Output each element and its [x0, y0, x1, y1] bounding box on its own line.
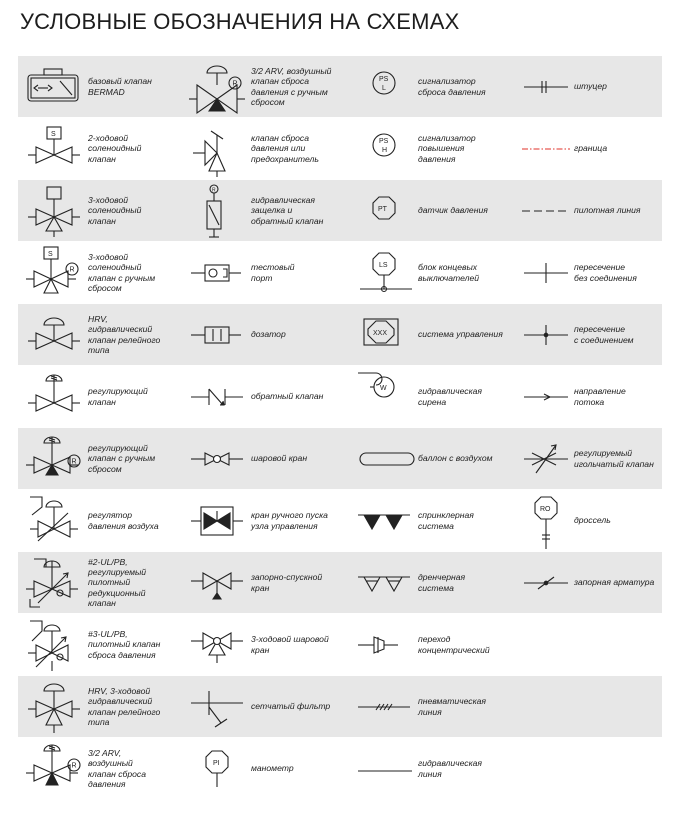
hydraulic-line-icon [354, 741, 414, 797]
legend-item [348, 366, 516, 428]
legend-item-label: манометр [251, 763, 294, 774]
crossing-with-connection-icon [520, 307, 572, 363]
check-valve-icon [187, 369, 247, 425]
legend-item [348, 180, 516, 242]
legend-item [18, 738, 181, 800]
legend-item [181, 180, 348, 242]
legend-item-label: граница [574, 143, 608, 154]
legend-item [348, 304, 516, 366]
legend-item [181, 738, 348, 800]
legend-item-label: пересечение с соединением [574, 324, 634, 345]
manual-reset-tag: R [71, 762, 77, 770]
3-way-ball-valve-icon [187, 617, 247, 673]
legend-item [348, 56, 516, 118]
pressure-relief-pilot-icon [24, 617, 84, 673]
regulating-valve-manual-reset-icon [24, 431, 84, 487]
pilot-line-icon [520, 183, 572, 239]
boundary-line-icon [520, 121, 572, 177]
legend-item-label: сигнализатор сброса давления [418, 76, 486, 97]
orifice-icon [520, 493, 572, 549]
legend-item [18, 552, 181, 614]
legend-item [18, 118, 181, 180]
switch-tag-level: H [382, 147, 388, 154]
transmitter-tag: PT [378, 206, 387, 213]
legend-item-label: регулируемый игольчатый клапан [574, 448, 654, 469]
legend-item-label: шаровой кран [251, 453, 308, 464]
control-system-icon [354, 307, 414, 363]
legend-item [18, 56, 181, 118]
adjustable-needle-valve-icon [520, 431, 572, 487]
legend-item-label: пилотная линия [574, 205, 641, 216]
legend-item-label: 3/2 ARV, воздушный клапан сброса давления [88, 748, 146, 789]
pressure-transmitter-icon [354, 183, 414, 239]
legend-item-label: дроссель [574, 515, 611, 526]
2-way-solenoid-valve-icon [24, 121, 84, 177]
hydraulic-latch-check-valve-icon [187, 183, 247, 239]
legend-item-label: спринклерная система [418, 510, 474, 531]
solenoid-tag: S [51, 131, 56, 138]
legend-item-label: HRV, 3-ходовой гидравлический клапан релейного типа [88, 686, 161, 727]
manual-reset-tag: R [232, 80, 238, 88]
legend-item [348, 118, 516, 180]
legend-item [181, 490, 348, 552]
hrv-3-way-relay-valve-icon [24, 679, 84, 735]
legend-item [516, 56, 662, 118]
legend-item [181, 242, 348, 304]
legend-item [181, 552, 348, 614]
hrv-relay-valve-icon [24, 307, 84, 363]
legend-item-label: 3-ходовой шаровой кран [251, 634, 329, 655]
crossing-no-connection-icon [520, 245, 572, 301]
legend-item [516, 552, 662, 614]
legend-item [181, 676, 348, 738]
air-cylinder-icon [354, 431, 414, 487]
concentric-reducer-icon [354, 617, 414, 673]
legend-item [516, 738, 662, 800]
air-release-valve-manual-reset-icon [24, 741, 84, 797]
legend-item [18, 366, 181, 428]
legend-item-label: гидравлическая защелка и обратный клапан [251, 195, 324, 226]
legend-item-label: баллон с воздухом [418, 453, 493, 464]
flow-direction-icon [520, 369, 572, 425]
bermad-base-valve-icon [24, 59, 84, 115]
legend-item-label: HRV, гидравлический клапан релейного типа [88, 314, 161, 355]
switch-tag: PS [379, 138, 389, 145]
gauge-tag: PI [213, 760, 220, 767]
legend-item-label: датчик давления [418, 205, 488, 216]
hydraulic-siren-icon [354, 369, 414, 425]
shutoff-drain-valve-icon [187, 555, 247, 611]
legend-item-label: запорная арматура [574, 577, 655, 588]
air-release-valve-3-2-icon [187, 59, 247, 115]
legend-item [516, 118, 662, 180]
legend-item [18, 614, 181, 676]
page-title: УСЛОВНЫЕ ОБОЗНАЧЕНИЯ НА СХЕМАХ [20, 9, 460, 34]
legend-item [18, 304, 181, 366]
relief-safety-valve-icon [187, 121, 247, 177]
low-pressure-switch-icon [354, 59, 414, 115]
limit-switch-tag: LS [379, 262, 388, 269]
legend-item [348, 676, 516, 738]
legend-item-label: #3-UL/PB, пилотный клапан сброса давления [88, 629, 161, 660]
legend-item-label: сигнализатор повышения давления [418, 133, 476, 164]
legend-item [181, 366, 348, 428]
regulating-valve-icon [24, 369, 84, 425]
legend-item-label: регулирующий клапан [88, 386, 148, 407]
legend-item [516, 242, 662, 304]
strainer-filter-icon [187, 679, 247, 735]
legend-item [516, 428, 662, 490]
legend-item [348, 552, 516, 614]
legend-item-label: дозатор [251, 329, 286, 340]
legend-item [348, 242, 516, 304]
legend-item-label: 2-ходовой соленоидный клапан [88, 133, 142, 164]
legend-item-label: обратный клапан [251, 391, 324, 402]
legend-item [516, 366, 662, 428]
legend-item [181, 614, 348, 676]
legend-item-label: система управления [418, 329, 503, 340]
legend-item [516, 490, 662, 552]
legend-item [348, 490, 516, 552]
legend-item [18, 242, 181, 304]
legend-item-label: тестовый порт [251, 262, 295, 283]
legend-item [181, 56, 348, 118]
legend-item [181, 304, 348, 366]
test-port-icon [187, 245, 247, 301]
legend-item-label: регулирующий клапан с ручным сбросом [88, 443, 156, 474]
pressure-gauge-icon [187, 741, 247, 797]
siren-tag: W [380, 385, 387, 392]
manual-reset-tag: R [71, 458, 77, 466]
high-pressure-switch-icon [354, 121, 414, 177]
legend-item [348, 428, 516, 490]
control-system-tag: XXX [373, 330, 388, 337]
legend-item [348, 614, 516, 676]
3-way-solenoid-valve-icon [24, 183, 84, 239]
legend-item-label: пересечение без соединения [574, 262, 637, 283]
legend-item [18, 428, 181, 490]
3-way-solenoid-manual-reset-icon [24, 245, 84, 301]
legend-item [516, 676, 662, 738]
air-pressure-regulator-icon [24, 493, 84, 549]
pneumatic-line-icon [354, 679, 414, 735]
legend-item-label: блок концевых выключателей [418, 262, 480, 283]
solenoid-tag: S [48, 251, 53, 258]
limit-switch-block-icon [354, 245, 414, 301]
switch-tag: PS [379, 76, 389, 83]
legend-item-label: гидравлическая сирена [418, 386, 483, 407]
latch-tag: R [212, 187, 216, 194]
shutoff-fitting-icon [520, 555, 572, 611]
legend-item [181, 118, 348, 180]
legend-item-label: 3-ходовой соленоидный клапан [88, 195, 142, 226]
switch-tag-level: L [382, 85, 386, 92]
legend-item [18, 180, 181, 242]
legend-item-label: 3/2 ARV, воздушный клапан сброса давления с ручным сбросом [251, 66, 332, 107]
legend-item-label: направление потока [574, 386, 626, 407]
legend-grid [18, 56, 662, 800]
legend-item-label: базовый клапан BERMAD [88, 76, 152, 97]
legend-item-label: гидравлическая линия [418, 758, 483, 779]
legend-item [348, 738, 516, 800]
legend-item-label: 3-ходовой соленоидный клапан с ручным сбросом [88, 252, 156, 293]
legend-item [516, 304, 662, 366]
legend-item-label: переход концентрический [418, 634, 490, 655]
legend-item [18, 490, 181, 552]
ball-valve-icon [187, 431, 247, 487]
legend-item [181, 428, 348, 490]
manual-start-valve-icon [187, 493, 247, 549]
manual-reset-tag: R [69, 266, 75, 274]
legend-item-label: дренчерная система [418, 572, 466, 593]
legend-item-label: пневматическая линия [418, 696, 486, 717]
legend-item [18, 676, 181, 738]
orifice-tag: RO [540, 506, 551, 513]
legend-item-label: регулятор давления воздуха [88, 510, 159, 531]
legend-item [516, 614, 662, 676]
pressure-reducing-pilot-icon [24, 555, 84, 611]
legend-item-label: #2-UL/PB, регулируемый пилотный редукционный клапан [88, 556, 147, 608]
fitting-icon [520, 59, 572, 115]
legend-item-label: клапан сброса давления или предохранитель [251, 133, 319, 164]
drencher-system-icon [354, 555, 414, 611]
sprinkler-system-icon [354, 493, 414, 549]
legend-item-label: запорно-спускной кран [251, 572, 323, 593]
legend-item-label: штуцер [574, 81, 607, 92]
legend-item [516, 180, 662, 242]
metering-device-icon [187, 307, 247, 363]
legend-item-label: сетчатый фильтр [251, 701, 331, 712]
legend-item-label: кран ручного пуска узла управления [251, 510, 328, 531]
